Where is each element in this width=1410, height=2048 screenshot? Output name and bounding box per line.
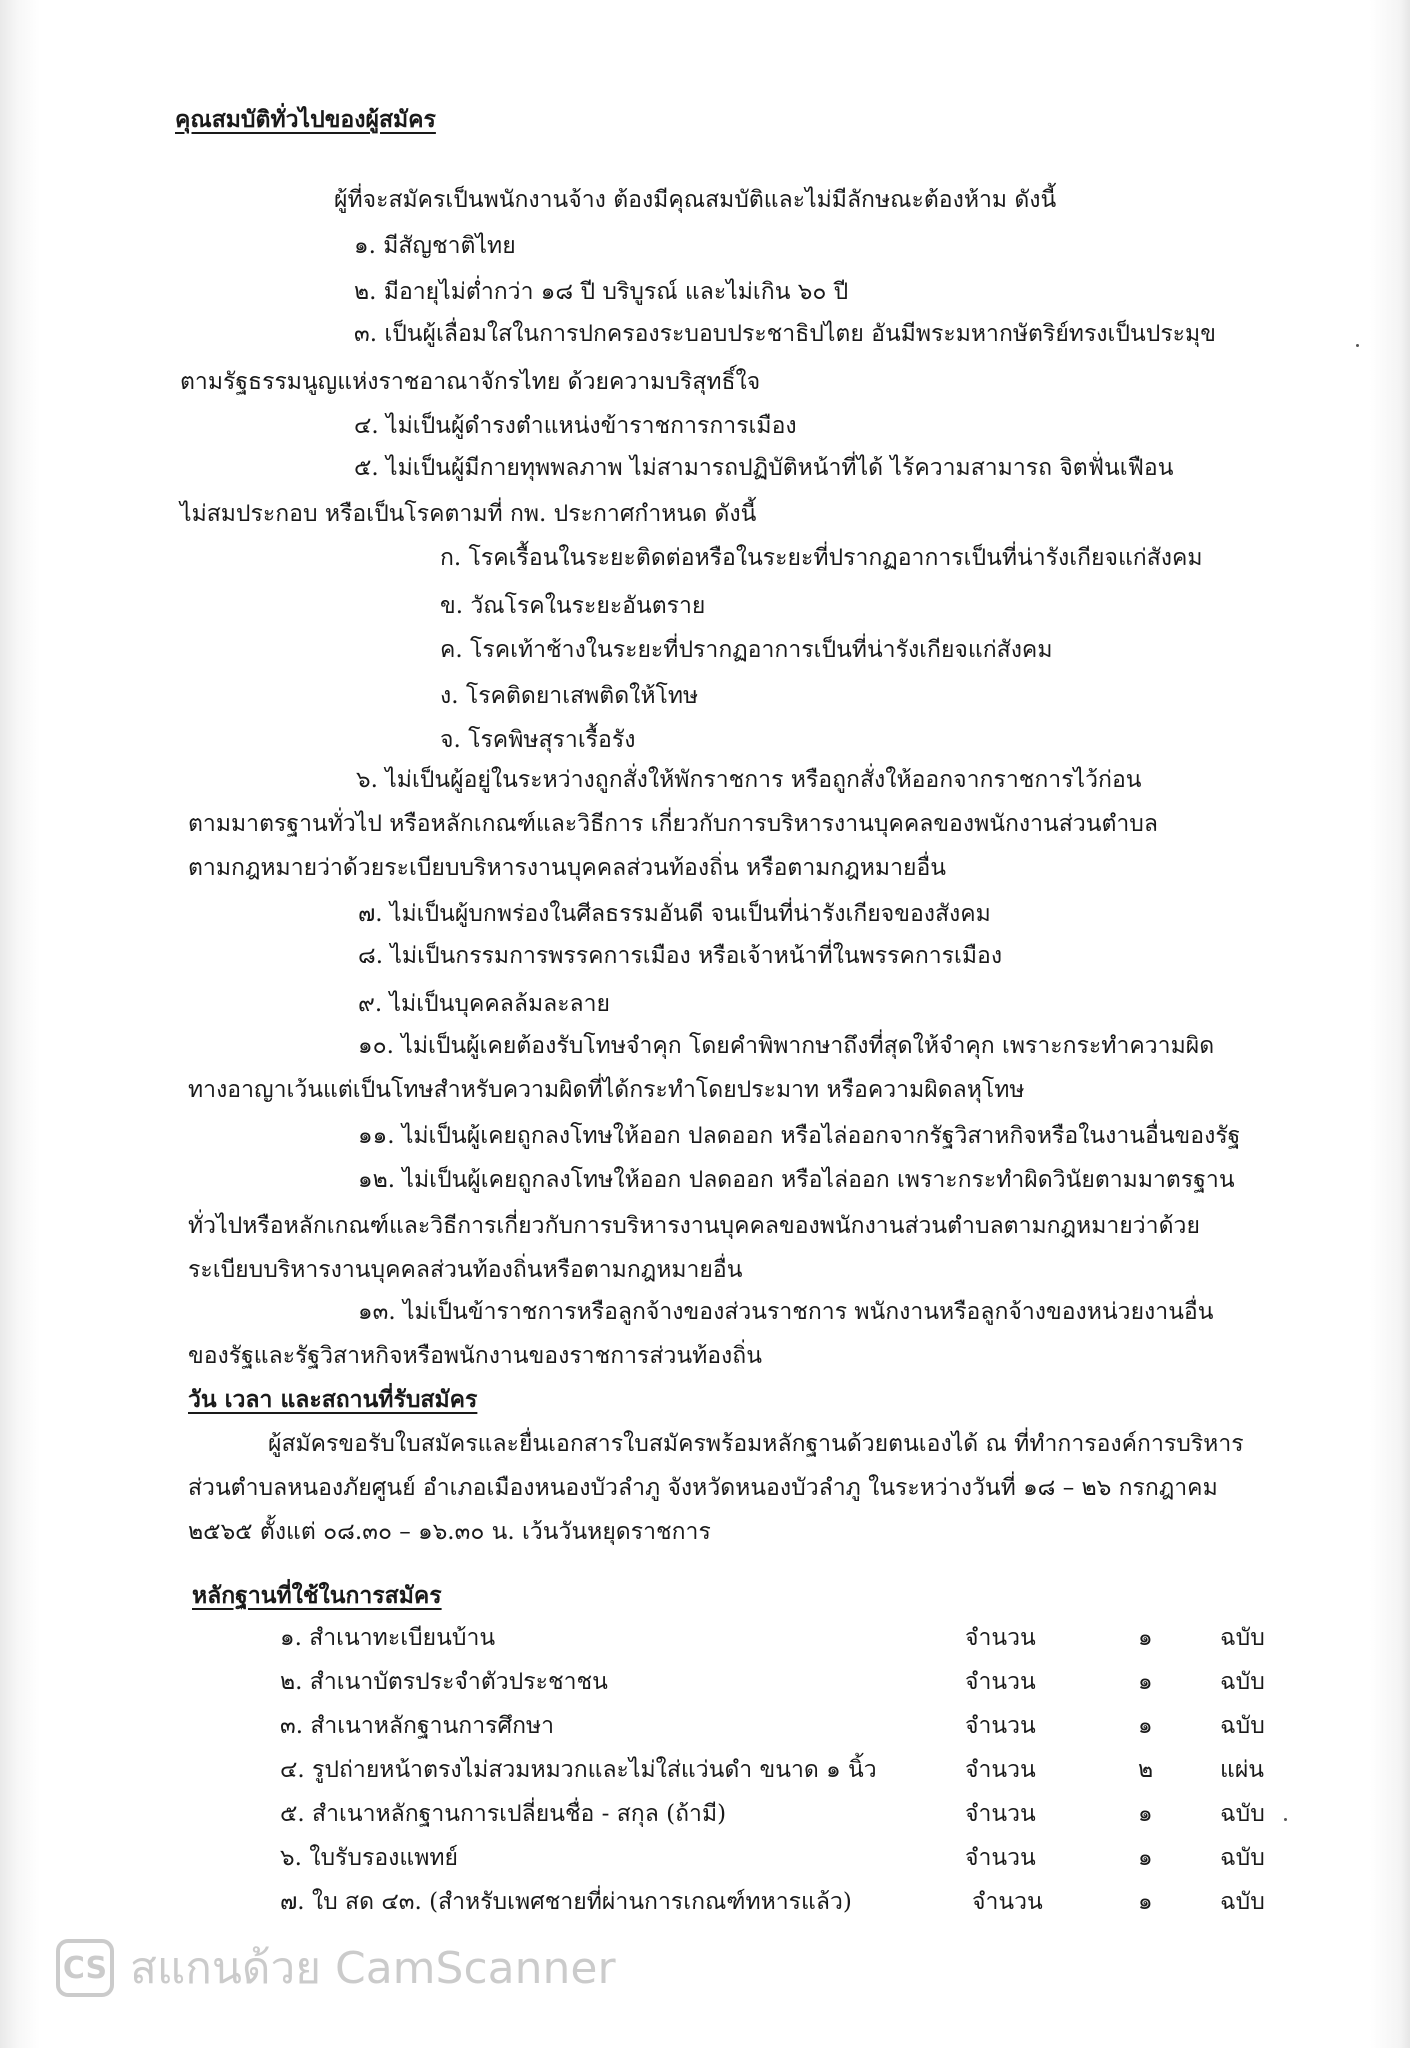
evidence-qty-label: จำนวน (965, 1625, 1036, 1651)
qualification-continuation: ไม่สมประกอบ หรือเป็นโรคตามที่ กพ. ประกาศกำหนด ดังนี้ (180, 501, 757, 527)
evidence-unit: ฉบับ (1220, 1713, 1265, 1739)
evidence-unit: ฉบับ (1220, 1845, 1265, 1871)
evidence-qty-label: จำนวน (965, 1669, 1036, 1695)
qualifications-intro: ผู้ที่จะสมัครเป็นพนักงานจ้าง ต้องมีคุณสมบัติและไม่มีลักษณะต้องห้าม ดังนี้ (334, 187, 1057, 213)
disease-item: จ. โรคพิษสุราเรื้อรัง (440, 727, 636, 753)
evidence-qty-label: จำนวน (972, 1889, 1043, 1915)
evidence-name: ๗. ใบ สด ๔๓. (สำหรับเพศชายที่ผ่านการเกณฑ์ทหารแล้ว) (280, 1889, 852, 1915)
qualification-item: ๓. เป็นผู้เลื่อมใสในการปกครองระบอบประชาธิปไตย อันมีพระมหากษัตริย์ทรงเป็นประมุข (354, 321, 1216, 347)
evidence-unit: แผ่น (1220, 1757, 1265, 1783)
qualification-item: ๑. มีสัญชาติไทย (354, 233, 516, 259)
evidence-unit: ฉบับ (1220, 1669, 1265, 1695)
disease-item: ก. โรคเรื้อนในระยะติดต่อหรือในระยะที่ปรากฏอาการเป็นที่น่ารังเกียจแก่สังคม (440, 545, 1203, 571)
qualification-item: ๒. มีอายุไม่ต่ำกว่า ๑๘ ปี บริบูรณ์ และไม่เกิน ๖๐ ปี (354, 279, 849, 305)
application-time-line: ส่วนตำบลหนองภัยศูนย์ อำเภอเมืองหนองบัวลำภู จังหวัดหนองบัวลำภู ในระหว่างวันที่ ๑๘ – ๒๖ กรกฎาคม (188, 1475, 1218, 1501)
evidence-name: ๔. รูปถ่ายหน้าตรงไม่สวมหมวกและไม่ใส่แว่นดำ ขนาด ๑ นิ้ว (280, 1757, 877, 1783)
qualifications-heading: คุณสมบัติทั่วไปของผู้สมัคร (175, 106, 436, 133)
qualification-continuation: ของรัฐและรัฐวิสาหกิจหรือพนักงานของราชการส่วนท้องถิ่น (188, 1343, 762, 1369)
evidence-qty: ๑ (1138, 1669, 1153, 1695)
evidence-qty: ๑ (1138, 1801, 1153, 1827)
qualification-item: ๕. ไม่เป็นผู้มีกายทุพพลภาพ ไม่สามารถปฏิบัติหน้าที่ได้ ไร้ความสามารถ จิตฟั่นเฟือน (354, 455, 1174, 481)
evidence-heading: หลักฐานที่ใช้ในการสมัคร (192, 1582, 442, 1609)
qualification-item: ๑๐. ไม่เป็นผู้เคยต้องรับโทษจำคุก โดยคำพิพากษาถึงที่สุดให้จำคุก เพราะกระทำความผิด (358, 1033, 1215, 1059)
evidence-unit: ฉบับ (1220, 1625, 1265, 1651)
camscanner-watermark (56, 1936, 616, 2000)
qualification-continuation: ทั่วไปหรือหลักเกณฑ์และวิธีการเกี่ยวกับการบริหารงานบุคคลของพนักงานส่วนตำบลตามกฎหมายว่าด้วย (188, 1213, 1200, 1239)
disease-item: ข. วัณโรคในระยะอันตราย (440, 593, 706, 619)
qualification-continuation: ทางอาญาเว้นแต่เป็นโทษสำหรับความผิดที่ได้กระทำโดยประมาท หรือความผิดลหุโทษ (188, 1077, 1025, 1103)
scan-speck (1284, 1818, 1287, 1821)
application-time-heading: วัน เวลา และสถานที่รับสมัคร (188, 1386, 478, 1413)
evidence-qty: ๑ (1138, 1625, 1153, 1651)
application-time-line: ๒๕๖๕ ตั้งแต่ ๐๘.๓๐ – ๑๖.๓๐ น. เว้นวันหยุดราชการ (188, 1519, 711, 1545)
qualification-item: ๑๒. ไม่เป็นผู้เคยถูกลงโทษให้ออก ปลดออก หรือไล่ออก เพราะกระทำผิดวินัยตามมาตรฐาน (358, 1167, 1235, 1193)
application-time-line: ผู้สมัครขอรับใบสมัครและยื่นเอกสารใบสมัครพร้อมหลักฐานด้วยตนเองได้ ณ ที่ทำการองค์การบริหาร (268, 1431, 1244, 1457)
evidence-qty-label: จำนวน (965, 1801, 1036, 1827)
disease-item: ค. โรคเท้าช้างในระยะที่ปรากฏอาการเป็นที่น่ารังเกียจแก่สังคม (440, 637, 1053, 663)
evidence-qty: ๑ (1138, 1889, 1153, 1915)
scan-speck (1356, 344, 1359, 347)
watermark-text: สแกนด้วย CamScanner (130, 1943, 616, 1994)
evidence-unit: ฉบับ (1220, 1889, 1265, 1915)
evidence-qty: ๑ (1138, 1845, 1153, 1871)
qualification-continuation: ระเบียบบริหารงานบุคคลส่วนท้องถิ่นหรือตามกฎหมายอื่น (188, 1257, 743, 1283)
qualification-item: ๑๓. ไม่เป็นข้าราชการหรือลูกจ้างของส่วนราชการ พนักงานหรือลูกจ้างของหน่วยงานอื่น (358, 1299, 1214, 1325)
evidence-unit: ฉบับ (1220, 1801, 1265, 1827)
evidence-qty-label: จำนวน (965, 1713, 1036, 1739)
qualification-item: ๑๑. ไม่เป็นผู้เคยถูกลงโทษให้ออก ปลดออก หรือไล่ออกจากรัฐวิสาหกิจหรือในงานอื่นของรัฐ (358, 1123, 1241, 1149)
evidence-qty: ๒ (1138, 1757, 1154, 1783)
qualification-item: ๘. ไม่เป็นกรรมการพรรคการเมือง หรือเจ้าหน้าที่ในพรรคการเมือง (358, 943, 1003, 969)
evidence-name: ๑. สำเนาทะเบียนบ้าน (280, 1625, 496, 1651)
qualification-item: ๔. ไม่เป็นผู้ดำรงตำแหน่งข้าราชการการเมือง (354, 413, 797, 439)
qualification-continuation: ตามรัฐธรรมนูญแห่งราชอาณาจักรไทย ด้วยความบริสุทธิ์ใจ (180, 369, 761, 395)
qualification-continuation: ตามมาตรฐานทั่วไป หรือหลักเกณฑ์และวิธีการ เกี่ยวกับการบริหารงานบุคคลของพนักงานส่วนตำบล (188, 811, 1158, 837)
evidence-qty: ๑ (1138, 1713, 1153, 1739)
evidence-name: ๓. สำเนาหลักฐานการศึกษา (280, 1713, 555, 1739)
evidence-name: ๒. สำเนาบัตรประจำตัวประชาชน (280, 1669, 608, 1695)
evidence-name: ๖. ใบรับรองแพทย์ (280, 1845, 459, 1871)
qualification-item: ๙. ไม่เป็นบุคคลล้มละลาย (358, 991, 611, 1017)
qualification-item: ๗. ไม่เป็นผู้บกพร่องในศีลธรรมอันดี จนเป็นที่น่ารังเกียจของสังคม (358, 901, 991, 927)
disease-item: ง. โรคติดยาเสพติดให้โทษ (440, 683, 699, 709)
evidence-qty-label: จำนวน (965, 1757, 1036, 1783)
qualification-item: ๖. ไม่เป็นผู้อยู่ในระหว่างถูกสั่งให้พักราชการ หรือถูกสั่งให้ออกจากราชการไว้ก่อน (356, 767, 1142, 793)
qualification-continuation: ตามกฎหมายว่าด้วยระเบียบบริหารงานบุคคลส่วนท้องถิ่น หรือตามกฎหมายอื่น (188, 855, 947, 881)
evidence-qty-label: จำนวน (965, 1845, 1036, 1871)
evidence-name: ๕. สำเนาหลักฐานการเปลี่ยนชื่อ - สกุล (ถ้ามี) (280, 1801, 727, 1827)
camscanner-logo-icon: CS (56, 1939, 114, 1997)
